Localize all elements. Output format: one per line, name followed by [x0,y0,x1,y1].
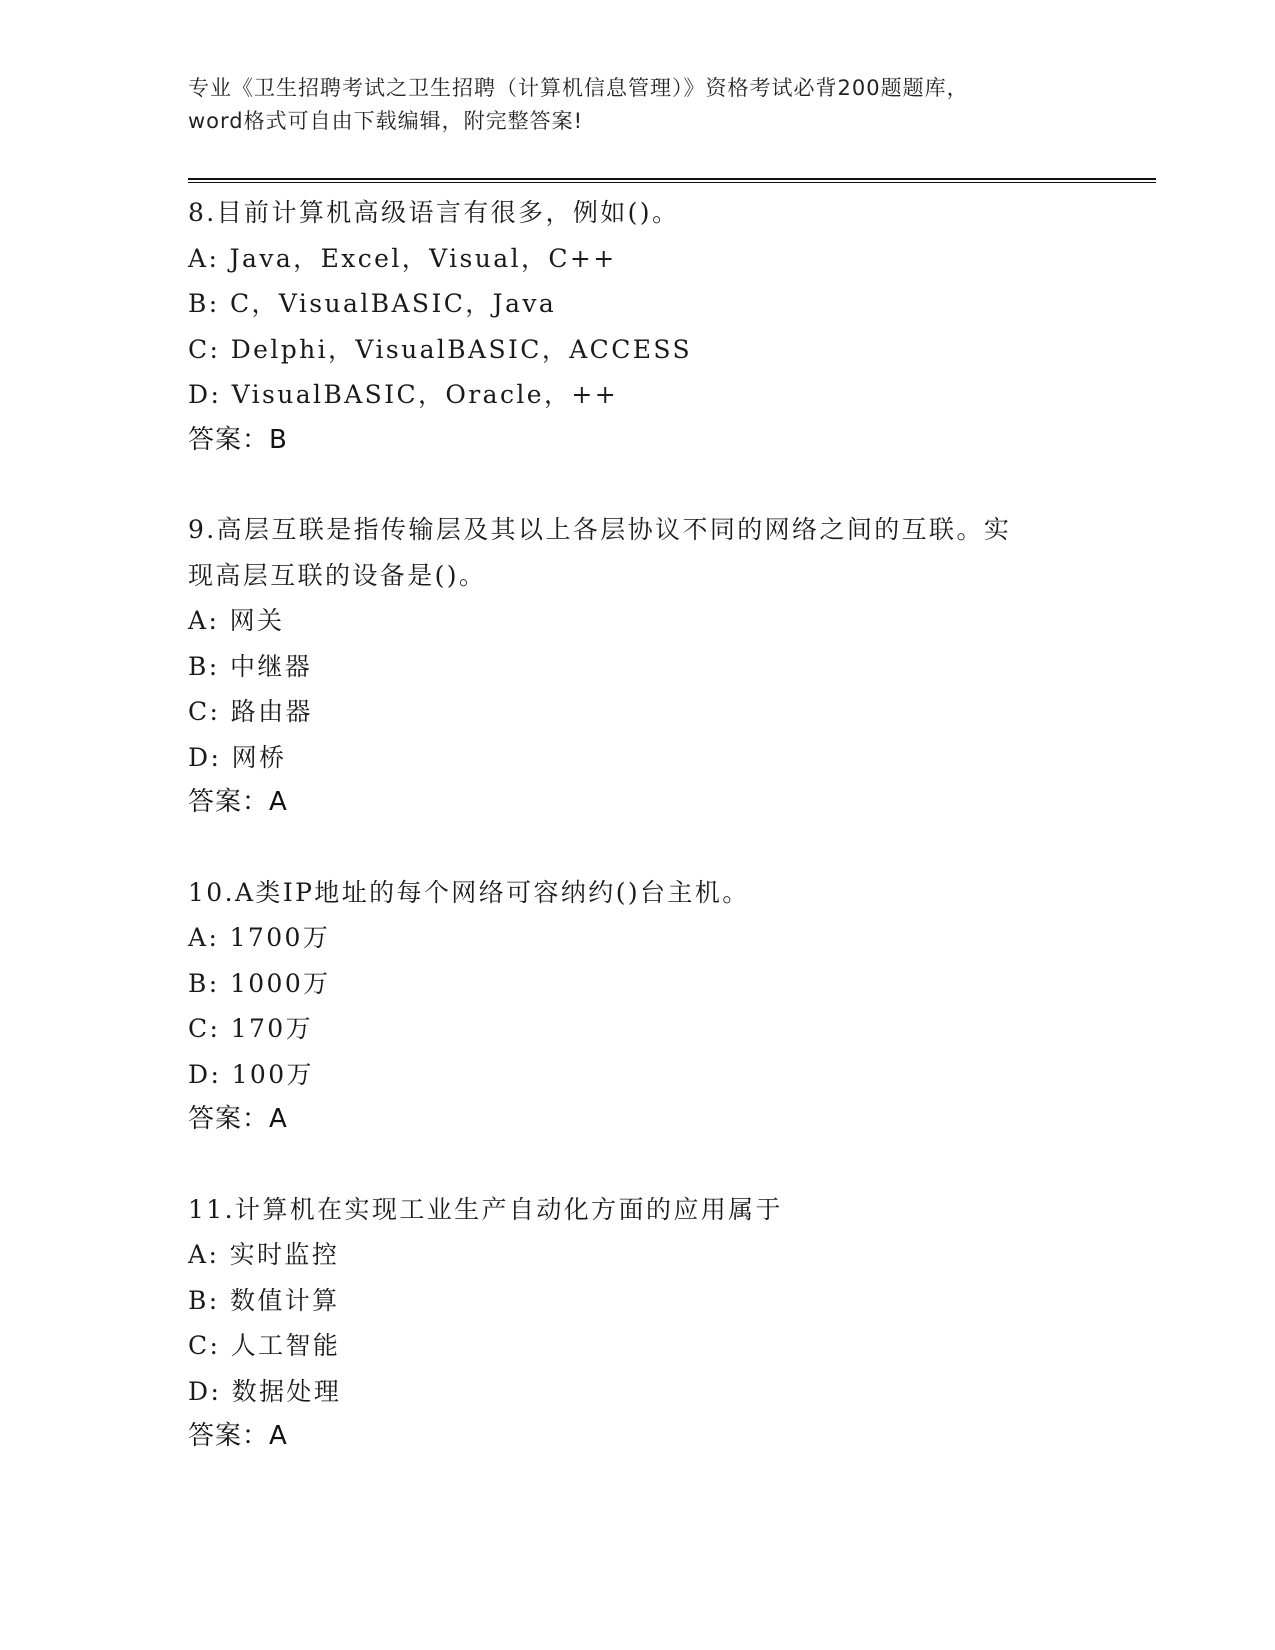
answer: 答案：A [188,1104,288,1134]
answer: 答案：B [188,424,288,455]
option-b: B: C，VisualBASIC，Java [188,289,557,318]
option-a: A: 实时监控 [188,1240,340,1269]
option-a: A: 1700万 [188,923,331,952]
document-header [188,72,1088,138]
option-a: A: 网关 [188,606,285,635]
question-list [188,190,1088,1504]
option-c: C: 人工智能 [188,1331,341,1360]
option-b: B: 1000万 [188,968,331,998]
option-d: D: 网桥 [188,742,287,772]
option-a: A: Java，Excel，Visual，C++ [188,243,617,273]
question-stem-continued: 现高层互联的设备是()。 [188,560,487,590]
header-line-1: 专业《卫生招聘考试之卫生招聘（计算机信息管理）》资格考试必背200题题库， [188,76,969,100]
answer: 答案：A [188,787,288,817]
question-11 [188,1187,1088,1460]
header-line-2: word格式可自由下载编辑，附完整答案! [188,109,584,133]
question-10 [188,870,1088,1143]
question-stem: 11.计算机在实现工业生产自动化方面的应用属于 [188,1194,783,1224]
option-c: C: 170万 [188,1014,314,1043]
answer: 答案：A [188,1421,288,1451]
header-divider [188,178,1156,183]
option-d: D: 数据处理 [188,1376,342,1406]
question-8 [188,190,1088,463]
option-c: C: 路由器 [188,697,313,726]
question-stem: 10.A类IP地址的每个网络可容纳约()台主机。 [188,877,750,907]
option-c: C: Delphi，VisualBASIC，ACCESS [188,334,693,364]
question-9 [188,507,1088,826]
option-d: D: VisualBASIC，Oracle，++ [188,380,619,409]
option-d: D: 100万 [188,1059,314,1089]
question-stem: 9.高层互联是指传输层及其以上各层协议不同的网络之间的互联。实 [188,515,1012,544]
question-stem: 8.目前计算机高级语言有很多，例如()。 [188,198,680,227]
option-b: B: 数值计算 [188,1285,340,1315]
option-b: B: 中继器 [188,651,313,681]
